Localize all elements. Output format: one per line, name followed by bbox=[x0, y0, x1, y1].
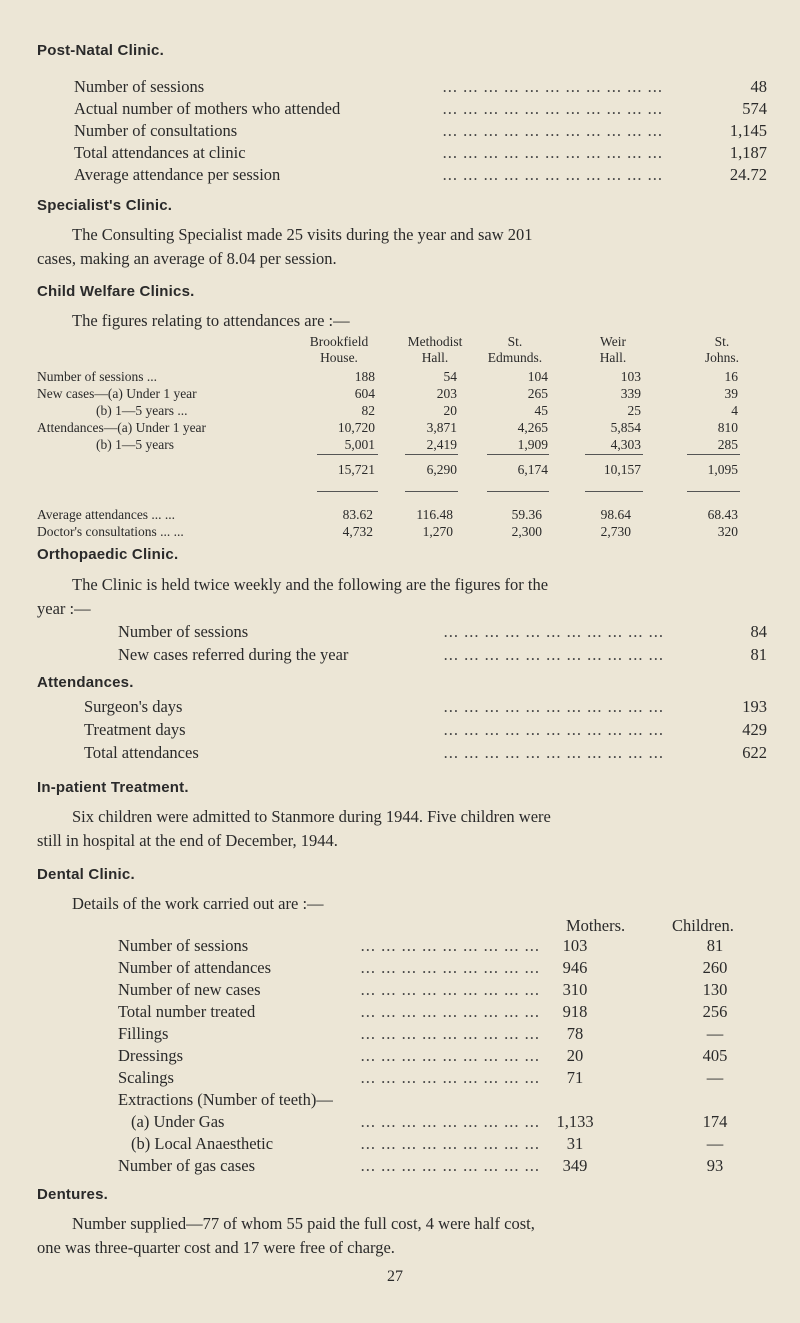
postnatal-row-label: Actual number of mothers who attended bbox=[74, 99, 346, 119]
dental-row-label: Fillings bbox=[118, 1024, 174, 1044]
dental-row-label: Number of attendances bbox=[118, 958, 277, 978]
cw-rule bbox=[487, 454, 549, 455]
attendances-row-label: Surgeon's days bbox=[84, 697, 188, 717]
cw-cell: 103 bbox=[620, 369, 641, 384]
dental-row-label: Number of sessions bbox=[118, 936, 254, 956]
dental-mothers-value: 103 bbox=[562, 936, 588, 955]
cw-cell: 25 bbox=[627, 403, 641, 418]
cw-cell: 20 bbox=[443, 403, 457, 418]
cw-row-label: Average attendances ... ... bbox=[37, 507, 176, 522]
cw-col-header: Hall. bbox=[599, 350, 627, 365]
dot-leader: ... ... ... ... ... ... ... ... ... ... ... bbox=[443, 645, 664, 664]
cw-cell: 16 bbox=[724, 369, 738, 384]
ortho-row-label: New cases referred during the year bbox=[118, 645, 354, 665]
dental-row-label: Number of gas cases bbox=[118, 1156, 261, 1176]
cw-cell: 604 bbox=[354, 386, 375, 401]
cw-row-label: Number of sessions ... bbox=[37, 369, 157, 384]
childwelfare-intro: The figures relating to attendances are :— bbox=[72, 311, 350, 330]
cw-cell: 188 bbox=[354, 369, 375, 384]
dental-col-mothers: Mothers. bbox=[566, 916, 626, 935]
dot-leader: ... ... ... ... ... ... ... ... ... ... ... bbox=[443, 720, 664, 739]
dental-children-value: — bbox=[706, 1024, 724, 1043]
ortho-heading: Orthopaedic Clinic. bbox=[37, 546, 179, 563]
cw-col-header: Brookfield bbox=[309, 334, 369, 349]
postnatal-row-value: 1,187 bbox=[729, 143, 767, 162]
cw-col-header: Edmunds. bbox=[487, 350, 543, 365]
attendances-row bbox=[0, 743, 800, 765]
postnatal-row-label: Total attendances at clinic bbox=[74, 143, 252, 163]
cw-row-label: (b) 1—5 years bbox=[96, 437, 174, 452]
cw-col-header: House. bbox=[320, 350, 358, 365]
postnatal-row-value: 24.72 bbox=[729, 165, 767, 184]
attendances-row bbox=[0, 720, 800, 742]
dot-leader: ... ... ... ... ... ... ... ... ... ... ... bbox=[442, 77, 663, 96]
dentures-heading: Dentures. bbox=[37, 1186, 108, 1203]
dental-row-label: Scalings bbox=[118, 1068, 180, 1088]
dot-leader: ... ... ... ... ... ... ... ... ... bbox=[360, 1068, 540, 1087]
cw-total: 6,174 bbox=[517, 462, 548, 477]
dental-children-value: 405 bbox=[702, 1046, 728, 1065]
postnatal-row-label: Number of consultations bbox=[74, 121, 243, 141]
page-number: 27 bbox=[387, 1268, 403, 1285]
dot-leader: ... ... ... ... ... ... ... ... ... bbox=[360, 958, 540, 977]
cw-rule bbox=[405, 454, 458, 455]
dental-mothers-value: 918 bbox=[562, 1002, 588, 1021]
postnatal-row-value: 574 bbox=[742, 99, 767, 118]
dental-row bbox=[0, 1002, 800, 1024]
cw-col-header: Methodist bbox=[407, 334, 463, 349]
dental-row bbox=[0, 1134, 800, 1156]
cw-total: 15,721 bbox=[337, 462, 375, 477]
dental-row bbox=[0, 980, 800, 1002]
dental-mothers-value: 310 bbox=[562, 980, 588, 999]
dental-row bbox=[0, 1090, 800, 1112]
dental-intro: Details of the work carried out are :— bbox=[72, 894, 324, 913]
postnatal-row bbox=[0, 165, 800, 187]
dental-row-label: Extractions (Number of teeth)— bbox=[118, 1090, 339, 1110]
dental-mothers-value: 31 bbox=[566, 1134, 584, 1153]
dot-leader: ... ... ... ... ... ... ... ... ... ... ... bbox=[443, 697, 664, 716]
cw-rule bbox=[317, 491, 378, 492]
cw-rule bbox=[405, 491, 458, 492]
inpatient-text-line2: still in hospital at the end of December, 1944. bbox=[37, 831, 338, 850]
dot-leader: ... ... ... ... ... ... ... ... ... ... ... bbox=[442, 143, 663, 162]
postnatal-row-label: Average attendance per session bbox=[74, 165, 286, 185]
cw-cell: 59.36 bbox=[511, 507, 542, 522]
dental-col-children: Children. bbox=[672, 916, 734, 935]
cw-cell: 68.43 bbox=[707, 507, 738, 522]
cw-cell: 4,265 bbox=[517, 420, 548, 435]
attendances-row-label: Treatment days bbox=[84, 720, 192, 740]
attendances-row-value: 193 bbox=[742, 697, 767, 716]
cw-cell: 2,419 bbox=[426, 437, 457, 452]
cw-cell: 4 bbox=[731, 403, 738, 418]
dental-children-value: — bbox=[706, 1068, 724, 1087]
attendances-row-value: 622 bbox=[742, 743, 767, 762]
cw-row-label: (b) 1—5 years ... bbox=[96, 403, 188, 418]
ortho-row bbox=[0, 645, 800, 667]
dental-row bbox=[0, 1068, 800, 1090]
dental-row bbox=[0, 1112, 800, 1134]
dot-leader: ... ... ... ... ... ... ... ... ... bbox=[360, 1046, 540, 1065]
dental-children-value: 81 bbox=[706, 936, 724, 955]
ortho-text-line1: The Clinic is held twice weekly and the following are the figures for the bbox=[72, 575, 549, 594]
dot-leader: ... ... ... ... ... ... ... ... ... bbox=[360, 936, 540, 955]
dental-row bbox=[0, 1024, 800, 1046]
dental-mothers-value: 349 bbox=[562, 1156, 588, 1175]
dot-leader: ... ... ... ... ... ... ... ... ... bbox=[360, 1156, 540, 1175]
cw-col-header: St. bbox=[507, 334, 523, 349]
dot-leader: ... ... ... ... ... ... ... ... ... ... ... bbox=[443, 622, 664, 641]
cw-cell: 104 bbox=[527, 369, 548, 384]
postnatal-row bbox=[0, 77, 800, 99]
dental-row-label: Total number treated bbox=[118, 1002, 261, 1022]
cw-cell: 116.48 bbox=[416, 507, 453, 522]
cw-rule bbox=[317, 454, 378, 455]
cw-cell: 39 bbox=[724, 386, 738, 401]
dentures-text-line1: Number supplied—77 of whom 55 paid the full cost, 4 were half cost, bbox=[72, 1214, 535, 1233]
cw-cell: 54 bbox=[443, 369, 457, 384]
cw-cell: 3,871 bbox=[426, 420, 457, 435]
dental-row-label: Dressings bbox=[118, 1046, 189, 1066]
childwelfare-heading: Child Welfare Clinics. bbox=[37, 283, 195, 300]
dental-children-value: 256 bbox=[702, 1002, 728, 1021]
postnatal-heading: Post-Natal Clinic. bbox=[37, 42, 164, 59]
cw-cell: 82 bbox=[361, 403, 375, 418]
cw-cell: 4,303 bbox=[610, 437, 641, 452]
ortho-row bbox=[0, 622, 800, 644]
dental-row bbox=[0, 958, 800, 980]
cw-total: 10,157 bbox=[603, 462, 641, 477]
postnatal-row-value: 1,145 bbox=[729, 121, 767, 140]
dental-row-label: (a) Under Gas bbox=[131, 1112, 230, 1132]
ortho-row-value: 81 bbox=[750, 645, 767, 664]
dot-leader: ... ... ... ... ... ... ... ... ... bbox=[360, 1024, 540, 1043]
specialist-text-line1: The Consulting Specialist made 25 visits during the year and saw 201 bbox=[72, 225, 533, 244]
dental-row bbox=[0, 1156, 800, 1178]
dental-row-label: (b) Local Anaesthetic bbox=[131, 1134, 279, 1154]
cw-cell: 98.64 bbox=[600, 507, 631, 522]
cw-cell: 1,270 bbox=[422, 524, 453, 539]
cw-cell: 285 bbox=[717, 437, 738, 452]
dot-leader: ... ... ... ... ... ... ... ... ... bbox=[360, 1134, 540, 1153]
inpatient-text-line1: Six children were admitted to Stanmore during 1944. Five children were bbox=[72, 807, 551, 826]
cw-row-label: Attendances—(a) Under 1 year bbox=[37, 420, 207, 435]
cw-rule bbox=[687, 491, 740, 492]
ortho-row-label: Number of sessions bbox=[118, 622, 254, 642]
dental-children-value: 93 bbox=[706, 1156, 724, 1175]
cw-cell: 10,720 bbox=[337, 420, 375, 435]
postnatal-row-value: 48 bbox=[750, 77, 767, 96]
attendances-row-label: Total attendances bbox=[84, 743, 205, 763]
dot-leader: ... ... ... ... ... ... ... ... ... ... ... bbox=[442, 121, 663, 140]
ortho-row-value: 84 bbox=[750, 622, 767, 641]
dot-leader: ... ... ... ... ... ... ... ... ... ... ... bbox=[442, 165, 663, 184]
dot-leader: ... ... ... ... ... ... ... ... ... bbox=[360, 1112, 540, 1131]
dot-leader: ... ... ... ... ... ... ... ... ... ... ... bbox=[442, 99, 663, 118]
cw-cell: 2,300 bbox=[511, 524, 542, 539]
inpatient-heading: In-patient Treatment. bbox=[37, 779, 189, 796]
dental-children-value: 260 bbox=[702, 958, 728, 977]
cw-col-header: St. bbox=[714, 334, 730, 349]
postnatal-row bbox=[0, 121, 800, 143]
dentures-text-line2: one was three-quarter cost and 17 were free of charge. bbox=[37, 1238, 395, 1257]
dental-mothers-value: 1,133 bbox=[556, 1112, 594, 1131]
dental-mothers-value: 71 bbox=[566, 1068, 584, 1087]
cw-cell: 45 bbox=[534, 403, 548, 418]
cw-row-label: Doctor's consultations ... ... bbox=[37, 524, 184, 539]
cw-rule bbox=[687, 454, 740, 455]
dental-children-value: — bbox=[706, 1134, 724, 1153]
cw-cell: 5,854 bbox=[610, 420, 641, 435]
dot-leader: ... ... ... ... ... ... ... ... ... bbox=[360, 980, 540, 999]
postnatal-row-label: Number of sessions bbox=[74, 77, 210, 97]
cw-total: 1,095 bbox=[707, 462, 738, 477]
ortho-text-line2: year :— bbox=[37, 599, 91, 618]
cw-cell: 810 bbox=[717, 420, 738, 435]
dot-leader: ... ... ... ... ... ... ... ... ... ... ... bbox=[443, 743, 664, 762]
cw-cell: 5,001 bbox=[344, 437, 375, 452]
cw-col-header: Johns. bbox=[704, 350, 740, 365]
cw-rule bbox=[487, 491, 549, 492]
cw-cell: 339 bbox=[620, 386, 641, 401]
cw-col-header: Weir bbox=[600, 334, 626, 349]
cw-rule bbox=[585, 454, 643, 455]
dental-mothers-value: 78 bbox=[566, 1024, 584, 1043]
cw-cell: 265 bbox=[527, 386, 548, 401]
attendances-heading: Attendances. bbox=[37, 674, 134, 691]
cw-col-header: Hall. bbox=[421, 350, 449, 365]
dental-mothers-value: 20 bbox=[566, 1046, 584, 1065]
postnatal-row bbox=[0, 143, 800, 165]
cw-cell: 320 bbox=[717, 524, 738, 539]
cw-cell: 2,730 bbox=[600, 524, 631, 539]
specialist-heading: Specialist's Clinic. bbox=[37, 197, 173, 214]
cw-cell: 83.62 bbox=[342, 507, 373, 522]
cw-rule bbox=[585, 491, 643, 492]
dental-children-value: 130 bbox=[702, 980, 728, 999]
dental-children-value: 174 bbox=[702, 1112, 728, 1131]
cw-total: 6,290 bbox=[426, 462, 457, 477]
attendances-row-value: 429 bbox=[742, 720, 767, 739]
specialist-text-line2: cases, making an average of 8.04 per session. bbox=[37, 249, 337, 268]
cw-cell: 203 bbox=[436, 386, 457, 401]
cw-row-label: New cases—(a) Under 1 year bbox=[37, 386, 197, 401]
dental-mothers-value: 946 bbox=[562, 958, 588, 977]
postnatal-row bbox=[0, 99, 800, 121]
cw-cell: 4,732 bbox=[342, 524, 373, 539]
cw-cell: 1,909 bbox=[517, 437, 548, 452]
dental-row-label: Number of new cases bbox=[118, 980, 267, 1000]
dental-row bbox=[0, 1046, 800, 1068]
attendances-row bbox=[0, 697, 800, 719]
dental-heading: Dental Clinic. bbox=[37, 866, 135, 883]
dental-row bbox=[0, 936, 800, 958]
dot-leader: ... ... ... ... ... ... ... ... ... bbox=[360, 1002, 540, 1021]
